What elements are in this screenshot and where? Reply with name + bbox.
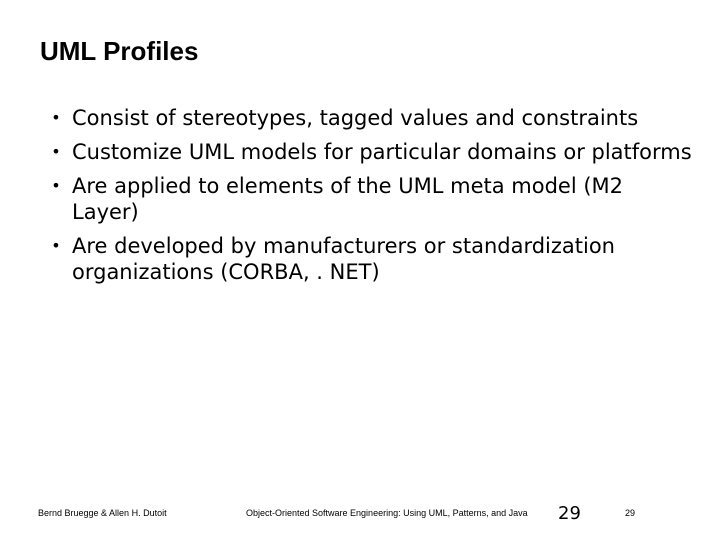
bullet-marker: • [51, 236, 61, 255]
footer-book-title: Object-Oriented Software Engineering: Using UML, Patterns, and Java [246, 508, 528, 518]
bullet-marker: • [51, 176, 61, 195]
bullet-text: Customize UML models for particular domains or platforms [72, 140, 692, 164]
bullet-list [0, 105, 720, 293]
bullet-marker: • [51, 142, 61, 161]
slide-number-small: 29 [625, 508, 636, 518]
slide-number-large: 29 [558, 503, 581, 524]
bullet-item [0, 139, 692, 165]
footer-authors: Bernd Bruegge & Allen H. Dutoit [38, 508, 167, 518]
bullet-text: Are applied to elements of the UML meta model (M2 Layer) [72, 174, 624, 224]
bullet-text: Are developed by manufacturers or standardization organizations (CORBA, . NET) [72, 234, 615, 284]
bullet-text: Consist of stereotypes, tagged values and constraints [72, 106, 639, 130]
bullet-item [0, 105, 692, 131]
bullet-item [0, 233, 692, 285]
slide-title: UML Profiles [40, 36, 199, 66]
bullet-item [0, 173, 692, 225]
bullet-marker: • [51, 108, 61, 127]
